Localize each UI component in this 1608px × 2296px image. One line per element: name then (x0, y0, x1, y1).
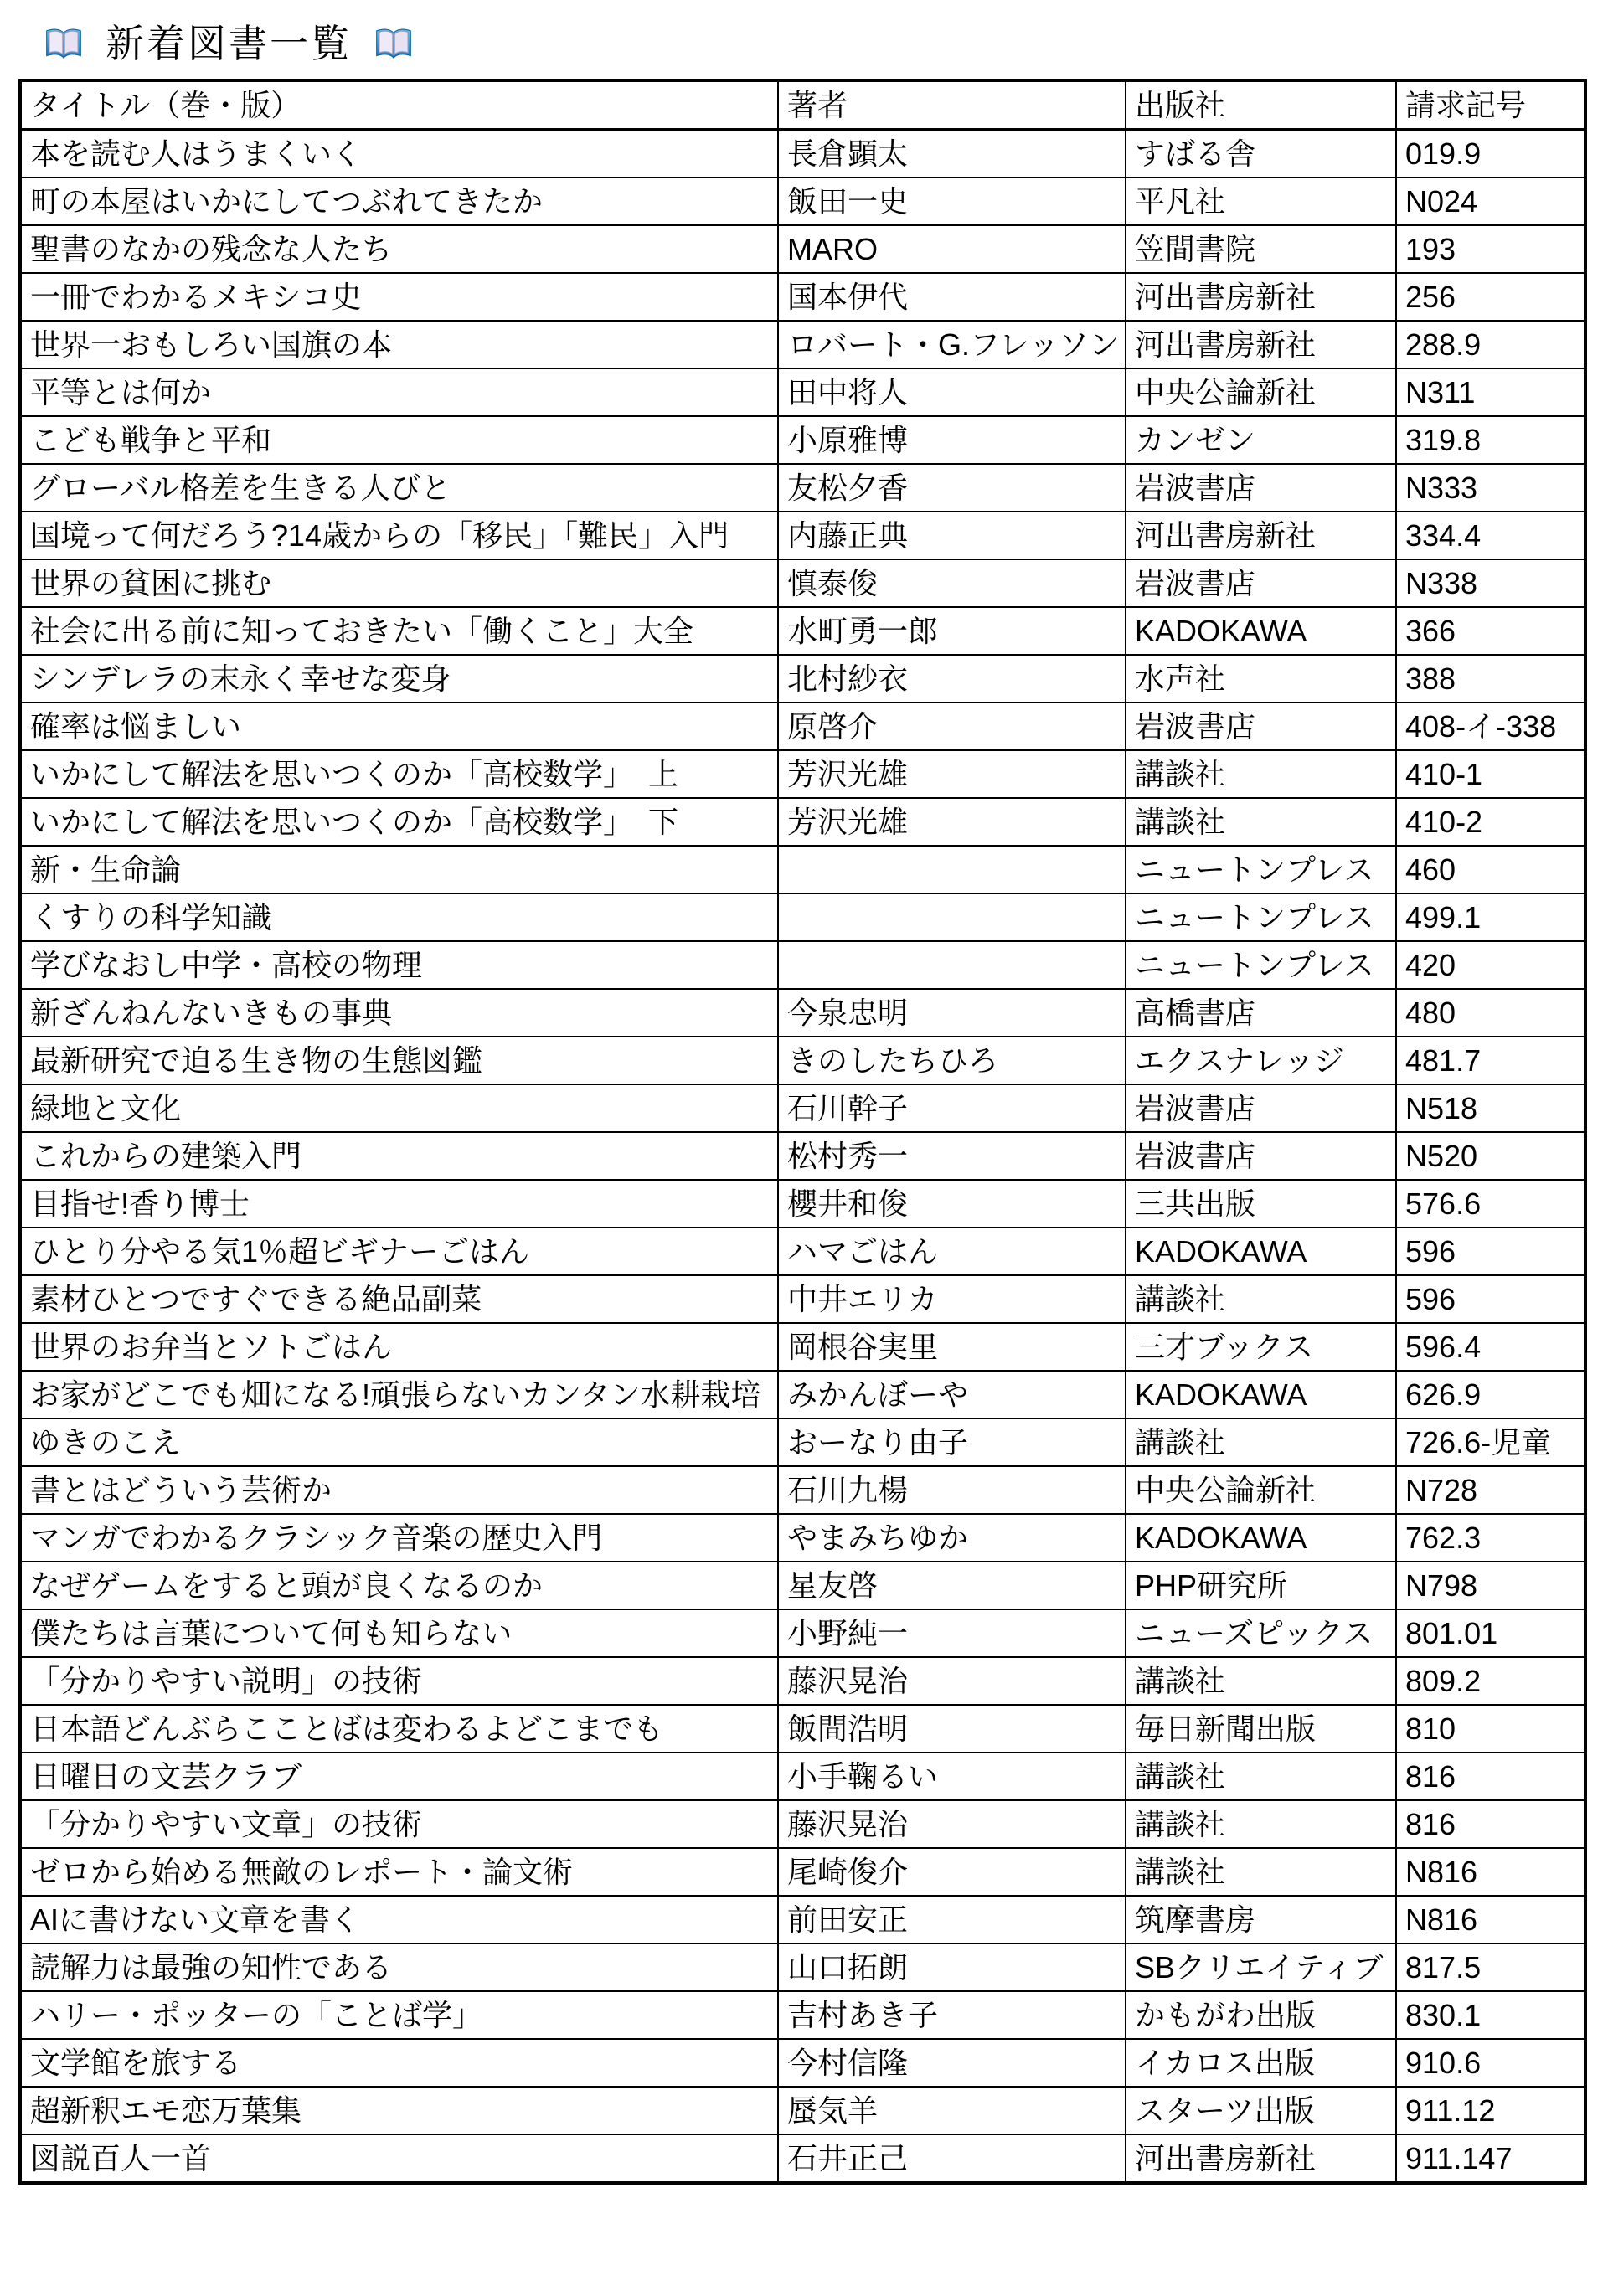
table-row (20, 2039, 1585, 2087)
publisher-cell: 講談社 (1126, 1800, 1396, 1848)
title-cell: 日本語どんぶらこことばは変わるよどこまでも (20, 1705, 778, 1753)
title-cell: いかにして解法を思いつくのか「高校数学」 下 (20, 798, 778, 846)
call-number-cell: 809.2 (1396, 1657, 1585, 1705)
table-row (20, 464, 1585, 512)
author-cell: 中井エリカ (778, 1275, 1126, 1323)
publisher-cell: ニュートンプレス (1126, 941, 1396, 989)
publisher-cell: SBクリエイティブ (1126, 1943, 1396, 1991)
call-number-cell: N338 (1396, 559, 1585, 607)
table-row (20, 559, 1585, 607)
author-cell: 吉村あき子 (778, 1991, 1126, 2039)
author-cell: 今泉忠明 (778, 989, 1126, 1037)
publisher-cell: 岩波書店 (1126, 703, 1396, 750)
call-number-cell: 910.6 (1396, 2039, 1585, 2087)
title-cell: 学びなおし中学・高校の物理 (20, 941, 778, 989)
author-cell: 水町勇一郎 (778, 607, 1126, 655)
title-cell: 世界のお弁当とソトごはん (20, 1323, 778, 1371)
page-header (0, 0, 1608, 79)
publisher-cell: 平凡社 (1126, 178, 1396, 225)
author-cell: 長倉顕太 (778, 130, 1126, 178)
call-number-cell: 420 (1396, 941, 1585, 989)
publisher-cell: スターツ出版 (1126, 2087, 1396, 2134)
author-cell: 小野純一 (778, 1609, 1126, 1657)
publisher-cell: 高橋書店 (1126, 989, 1396, 1037)
author-cell: 友松夕香 (778, 464, 1126, 512)
table-row (20, 1848, 1585, 1896)
call-number-cell: 319.8 (1396, 416, 1585, 464)
call-number-cell: 499.1 (1396, 893, 1585, 941)
author-cell: 藤沢晃治 (778, 1800, 1126, 1848)
table-row (20, 703, 1585, 750)
author-cell: 尾崎俊介 (778, 1848, 1126, 1896)
call-number-cell: 408-イ-338 (1396, 703, 1585, 750)
call-number-cell: N520 (1396, 1132, 1585, 1180)
author-cell: 芳沢光雄 (778, 798, 1126, 846)
title-cell: ハリー・ポッターの「ことば学」 (20, 1991, 778, 2039)
title-cell: こども戦争と平和 (20, 416, 778, 464)
title-cell: なぜゲームをすると頭が良くなるのか (20, 1562, 778, 1609)
call-number-cell: 288.9 (1396, 321, 1585, 368)
author-cell: 石川九楊 (778, 1466, 1126, 1514)
page-title: 新着図書一覧 (106, 22, 352, 65)
title-cell: 聖書のなかの残念な人たち (20, 225, 778, 273)
title-cell: 世界の貧困に挑む (20, 559, 778, 607)
table-row (20, 321, 1585, 368)
title-cell: 書とはどういう芸術か (20, 1466, 778, 1514)
open-book-icon (374, 25, 414, 62)
title-cell: ゆきのこえ (20, 1418, 778, 1466)
publisher-cell: 岩波書店 (1126, 464, 1396, 512)
table-row (20, 1132, 1585, 1180)
author-cell: 芳沢光雄 (778, 750, 1126, 798)
author-cell: 小手鞠るい (778, 1753, 1126, 1800)
title-cell: 確率は悩ましい (20, 703, 778, 750)
title-cell: 僕たちは言葉について何も知らない (20, 1609, 778, 1657)
table-row (20, 1657, 1585, 1705)
table-row (20, 178, 1585, 225)
call-number-cell: N311 (1396, 368, 1585, 416)
call-number-cell: N816 (1396, 1896, 1585, 1943)
author-cell: 岡根谷実里 (778, 1323, 1126, 1371)
publisher-cell: 河出書房新社 (1126, 2134, 1396, 2183)
call-number-cell: 911.12 (1396, 2087, 1585, 2134)
publisher-cell: KADOKAWA (1126, 607, 1396, 655)
call-number-cell: 801.01 (1396, 1609, 1585, 1657)
title-cell: 社会に出る前に知っておきたい「働くこと」大全 (20, 607, 778, 655)
call-number-cell: N728 (1396, 1466, 1585, 1514)
title-cell: 目指せ!香り博士 (20, 1180, 778, 1228)
call-number-cell: 817.5 (1396, 1943, 1585, 1991)
title-cell: 素材ひとつですぐできる絶品副菜 (20, 1275, 778, 1323)
author-cell: 石井正己 (778, 2134, 1126, 2183)
publisher-cell: 講談社 (1126, 1275, 1396, 1323)
call-number-cell: 762.3 (1396, 1514, 1585, 1562)
publisher-cell: 岩波書店 (1126, 1132, 1396, 1180)
author-cell: 星友啓 (778, 1562, 1126, 1609)
publisher-cell: 笠間書院 (1126, 225, 1396, 273)
table-row (20, 1323, 1585, 1371)
call-number-cell: N024 (1396, 178, 1585, 225)
author-cell: 山口拓朗 (778, 1943, 1126, 1991)
table-row (20, 1180, 1585, 1228)
call-number-cell: 596 (1396, 1275, 1585, 1323)
column-header-author: 著者 (778, 80, 1126, 130)
call-number-cell: 830.1 (1396, 1991, 1585, 2039)
table-row (20, 1753, 1585, 1800)
publisher-cell: 筑摩書房 (1126, 1896, 1396, 1943)
publisher-cell: 岩波書店 (1126, 1084, 1396, 1132)
title-cell: 緑地と文化 (20, 1084, 778, 1132)
author-cell: ハマごはん (778, 1228, 1126, 1275)
call-number-cell: N518 (1396, 1084, 1585, 1132)
author-cell: 石川幹子 (778, 1084, 1126, 1132)
title-cell: AIに書けない文章を書く (20, 1896, 778, 1943)
author-cell: 田中将人 (778, 368, 1126, 416)
author-cell: 蜃気羊 (778, 2087, 1126, 2134)
publisher-cell: KADOKAWA (1126, 1514, 1396, 1562)
author-cell: 飯田一史 (778, 178, 1126, 225)
table-row (20, 1275, 1585, 1323)
table-row (20, 655, 1585, 703)
table-row (20, 1705, 1585, 1753)
table-row (20, 1943, 1585, 1991)
title-cell: 世界一おもしろい国旗の本 (20, 321, 778, 368)
call-number-cell: 193 (1396, 225, 1585, 273)
call-number-cell: 366 (1396, 607, 1585, 655)
author-cell: おーなり由子 (778, 1418, 1126, 1466)
publisher-cell: 講談社 (1126, 1753, 1396, 1800)
title-cell: マンガでわかるクラシック音楽の歴史入門 (20, 1514, 778, 1562)
table-row (20, 893, 1585, 941)
publisher-cell: 岩波書店 (1126, 559, 1396, 607)
publisher-cell: PHP研究所 (1126, 1562, 1396, 1609)
table-row (20, 1084, 1585, 1132)
publisher-cell: KADOKAWA (1126, 1228, 1396, 1275)
table-row (20, 1514, 1585, 1562)
table-row (20, 1037, 1585, 1084)
title-cell: 新・生命論 (20, 846, 778, 893)
table-row (20, 941, 1585, 989)
author-cell (778, 941, 1126, 989)
table-row (20, 512, 1585, 559)
author-cell: 今村信隆 (778, 2039, 1126, 2087)
publisher-cell: エクスナレッジ (1126, 1037, 1396, 1084)
author-cell: 慎泰俊 (778, 559, 1126, 607)
title-cell: 本を読む人はうまくいく (20, 130, 778, 178)
title-cell: ひとり分やる気1％超ビギナーごはん (20, 1228, 778, 1275)
title-cell: 日曜日の文芸クラブ (20, 1753, 778, 1800)
publisher-cell: ニュートンプレス (1126, 893, 1396, 941)
title-cell: 新ざんねんないきもの事典 (20, 989, 778, 1037)
author-cell: 前田安正 (778, 1896, 1126, 1943)
call-number-cell: 388 (1396, 655, 1585, 703)
open-book-icon (44, 25, 84, 62)
call-number-cell: 816 (1396, 1753, 1585, 1800)
table-row (20, 1228, 1585, 1275)
call-number-cell: 480 (1396, 989, 1585, 1037)
author-cell: 内藤正典 (778, 512, 1126, 559)
title-cell: 一冊でわかるメキシコ史 (20, 273, 778, 321)
title-cell: 「分かりやすい説明」の技術 (20, 1657, 778, 1705)
title-cell: 読解力は最強の知性である (20, 1943, 778, 1991)
table-row (20, 368, 1585, 416)
author-cell (778, 846, 1126, 893)
call-number-cell: 810 (1396, 1705, 1585, 1753)
publisher-cell: 講談社 (1126, 1848, 1396, 1896)
table-row (20, 750, 1585, 798)
call-number-cell: 596 (1396, 1228, 1585, 1275)
title-cell: これからの建築入門 (20, 1132, 778, 1180)
table-row (20, 2134, 1585, 2183)
publisher-cell: カンゼン (1126, 416, 1396, 464)
table-row (20, 1371, 1585, 1418)
author-cell: 北村紗衣 (778, 655, 1126, 703)
publisher-cell: 三才ブックス (1126, 1323, 1396, 1371)
publisher-cell: ニュートンプレス (1126, 846, 1396, 893)
call-number-cell: 334.4 (1396, 512, 1585, 559)
new-books-table (18, 79, 1587, 2185)
call-number-cell: 911.147 (1396, 2134, 1585, 2183)
table-row (20, 1896, 1585, 1943)
title-cell: いかにして解法を思いつくのか「高校数学」 上 (20, 750, 778, 798)
publisher-cell: すばる舎 (1126, 130, 1396, 178)
publisher-cell: 講談社 (1126, 1657, 1396, 1705)
author-cell: みかんぼーや (778, 1371, 1126, 1418)
column-header-call-number: 請求記号 (1396, 80, 1585, 130)
publisher-cell: 中央公論新社 (1126, 1466, 1396, 1514)
table-row (20, 416, 1585, 464)
table-row (20, 273, 1585, 321)
table-row (20, 1418, 1585, 1466)
call-number-cell: 410-1 (1396, 750, 1585, 798)
table-row (20, 1800, 1585, 1848)
publisher-cell: かもがわ出版 (1126, 1991, 1396, 2039)
call-number-cell: 481.7 (1396, 1037, 1585, 1084)
author-cell: MARO (778, 225, 1126, 273)
title-cell: ゼロから始める無敵のレポート・論文術 (20, 1848, 778, 1896)
column-header-title: タイトル（巻・版） (20, 80, 778, 130)
title-cell: くすりの科学知識 (20, 893, 778, 941)
title-cell: 町の本屋はいかにしてつぶれてきたか (20, 178, 778, 225)
title-cell: 平等とは何か (20, 368, 778, 416)
author-cell (778, 893, 1126, 941)
call-number-cell: N333 (1396, 464, 1585, 512)
call-number-cell: 626.9 (1396, 1371, 1585, 1418)
column-header-publisher: 出版社 (1126, 80, 1396, 130)
table-row (20, 1991, 1585, 2039)
table-row (20, 989, 1585, 1037)
publisher-cell: 講談社 (1126, 1418, 1396, 1466)
table-row (20, 2087, 1585, 2134)
title-cell: 国境って何だろう?14歳からの「移民」「難民」入門 (20, 512, 778, 559)
publisher-cell: 河出書房新社 (1126, 273, 1396, 321)
call-number-cell: 726.6-児童 (1396, 1418, 1585, 1466)
publisher-cell: 水声社 (1126, 655, 1396, 703)
table-header-row (20, 80, 1585, 130)
publisher-cell: ニューズピックス (1126, 1609, 1396, 1657)
table-row (20, 798, 1585, 846)
author-cell: やまみちゆか (778, 1514, 1126, 1562)
title-cell: 文学館を旅する (20, 2039, 778, 2087)
table-row (20, 1562, 1585, 1609)
table-row (20, 607, 1585, 655)
author-cell: 原啓介 (778, 703, 1126, 750)
call-number-cell: 460 (1396, 846, 1585, 893)
table-row (20, 130, 1585, 178)
call-number-cell: 256 (1396, 273, 1585, 321)
table-row (20, 846, 1585, 893)
title-cell: 「分かりやすい文章」の技術 (20, 1800, 778, 1848)
publisher-cell: 三共出版 (1126, 1180, 1396, 1228)
call-number-cell: 410-2 (1396, 798, 1585, 846)
title-cell: お家がどこでも畑になる!頑張らないカンタン水耕栽培 (20, 1371, 778, 1418)
table-row (20, 1609, 1585, 1657)
publisher-cell: 毎日新聞出版 (1126, 1705, 1396, 1753)
call-number-cell: N816 (1396, 1848, 1585, 1896)
publisher-cell: イカロス出版 (1126, 2039, 1396, 2087)
author-cell: 国本伊代 (778, 273, 1126, 321)
table-row (20, 225, 1585, 273)
title-cell: 図説百人一首 (20, 2134, 778, 2183)
author-cell: 藤沢晃治 (778, 1657, 1126, 1705)
author-cell: きのしたちひろ (778, 1037, 1126, 1084)
author-cell: 小原雅博 (778, 416, 1126, 464)
title-cell: シンデレラの末永く幸せな変身 (20, 655, 778, 703)
publisher-cell: 中央公論新社 (1126, 368, 1396, 416)
call-number-cell: N798 (1396, 1562, 1585, 1609)
author-cell: 飯間浩明 (778, 1705, 1126, 1753)
author-cell: ロバート・G.フレッソン (778, 321, 1126, 368)
title-cell: グローバル格差を生きる人びと (20, 464, 778, 512)
title-cell: 最新研究で迫る生き物の生態図鑑 (20, 1037, 778, 1084)
call-number-cell: 576.6 (1396, 1180, 1585, 1228)
title-cell: 超新釈エモ恋万葉集 (20, 2087, 778, 2134)
author-cell: 櫻井和俊 (778, 1180, 1126, 1228)
publisher-cell: 講談社 (1126, 798, 1396, 846)
publisher-cell: 講談社 (1126, 750, 1396, 798)
call-number-cell: 596.4 (1396, 1323, 1585, 1371)
publisher-cell: 河出書房新社 (1126, 321, 1396, 368)
author-cell: 松村秀一 (778, 1132, 1126, 1180)
publisher-cell: 河出書房新社 (1126, 512, 1396, 559)
call-number-cell: 816 (1396, 1800, 1585, 1848)
publisher-cell: KADOKAWA (1126, 1371, 1396, 1418)
call-number-cell: 019.9 (1396, 130, 1585, 178)
table-row (20, 1466, 1585, 1514)
